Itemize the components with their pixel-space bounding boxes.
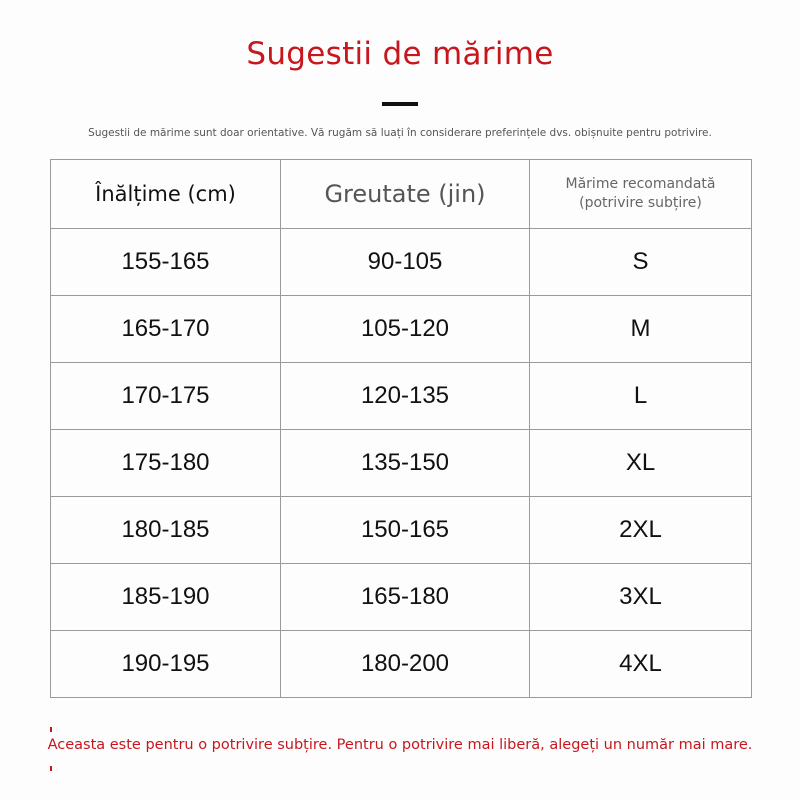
decorative-tick-mark <box>50 727 52 732</box>
table-header-row <box>51 160 752 229</box>
weight-cell: 90-105 <box>281 229 530 296</box>
size-cell: L <box>530 363 752 430</box>
height-cell: 190-195 <box>51 631 281 698</box>
table-row <box>51 430 752 497</box>
size-cell: XL <box>530 430 752 497</box>
height-cell: 185-190 <box>51 564 281 631</box>
decorative-tick-mark <box>50 766 52 771</box>
column-header-height: Înălțime (cm) <box>51 160 281 229</box>
size-chart-table <box>50 159 752 698</box>
table-row <box>51 296 752 363</box>
height-cell: 155-165 <box>51 229 281 296</box>
size-cell: M <box>530 296 752 363</box>
table-row <box>51 631 752 698</box>
column-header-weight: Greutate (jin) <box>281 160 530 229</box>
size-cell: 2XL <box>530 497 752 564</box>
footer-note: Aceasta este pentru o potrivire subțire. Pentru o potrivire mai liberă, alegeți un număr mai mare. <box>47 737 753 753</box>
weight-cell: 180-200 <box>281 631 530 698</box>
table-row <box>51 564 752 631</box>
table-row <box>51 497 752 564</box>
height-cell: 165-170 <box>51 296 281 363</box>
weight-cell: 120-135 <box>281 363 530 430</box>
size-cell: 4XL <box>530 631 752 698</box>
page-subtitle: Sugestii de mărime sunt doar orientative. Vă rugăm să luați în considerare preferințele dvs. obișnuite pentru potrivire. <box>88 127 712 139</box>
height-cell: 180-185 <box>51 497 281 564</box>
height-cell: 175-180 <box>51 430 281 497</box>
size-cell: S <box>530 229 752 296</box>
column-header-recommended-size-line2: (potrivire subțire) <box>579 195 702 211</box>
title-underline-divider <box>382 102 418 106</box>
column-header-recommended-size <box>530 160 752 229</box>
weight-cell: 105-120 <box>281 296 530 363</box>
weight-cell: 165-180 <box>281 564 530 631</box>
table-row <box>51 229 752 296</box>
weight-cell: 150-165 <box>281 497 530 564</box>
page-title: Sugestii de mărime <box>246 36 554 72</box>
size-cell: 3XL <box>530 564 752 631</box>
column-header-recommended-size-line1: Mărime recomandată <box>565 176 716 192</box>
height-cell: 170-175 <box>51 363 281 430</box>
weight-cell: 135-150 <box>281 430 530 497</box>
table-row <box>51 363 752 430</box>
